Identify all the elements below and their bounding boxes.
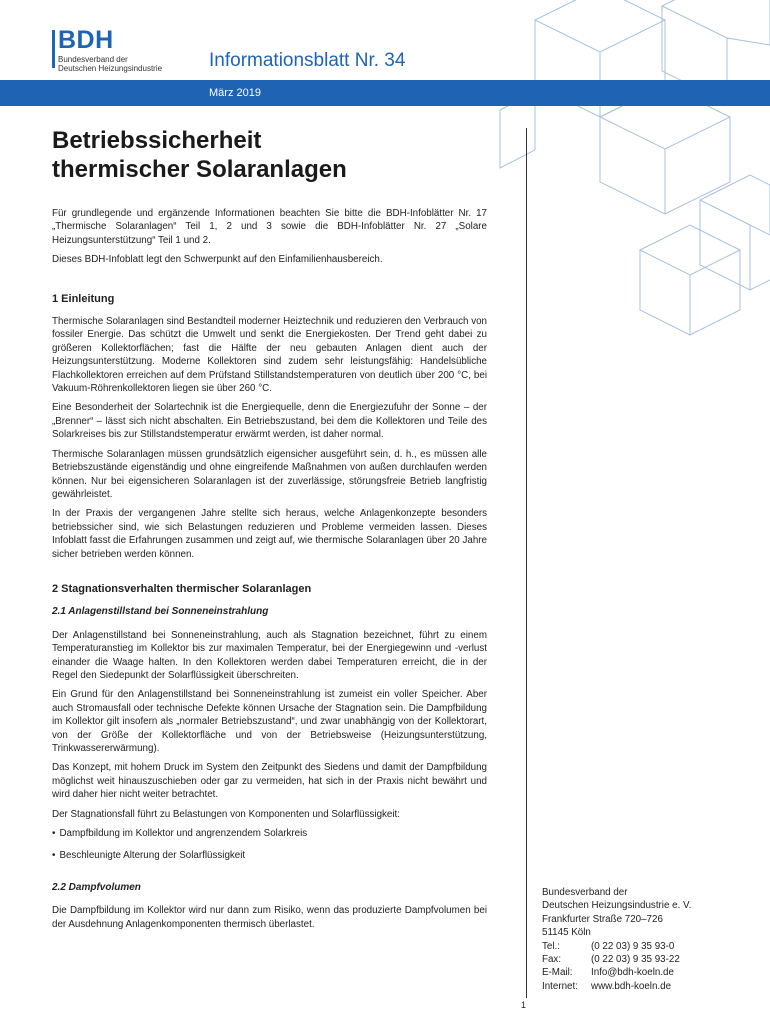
contact-value: Info@bdh-koeln.de	[591, 967, 674, 979]
bullet-icon: •	[52, 828, 56, 840]
section-1-paragraph-2: Eine Besonderheit der Solartechnik ist die Energiequelle, denn die Energiezufuhr der Sonne – der „Brenner“ – lässt sich nicht abschalten. Ein Betriebszustand, bei dem die Kollektoren und Teile des Solarkreises bis zur Stillstandstemperatur erwärmt werden, ist daher normal.	[52, 402, 487, 441]
section-2-paragraph-3: Das Konzept, mit hohem Druck im System den Zeitpunkt des Siedens und damit der Dampfbildung möglichst weit hinauszuschieben oder gar zu vermeiden, hat sich in der Praxis nicht bewährt und wird daher hier nicht weiter betrachtet.	[52, 762, 487, 801]
section-1-paragraph-4: In der Praxis der vergangenen Jahre stellte sich heraus, welche Anlagenkonzepte besonders betriebssicher sind, wie sich Belastungen reduzieren und Probleme vermeiden lassen. Dieses Infoblatt fasst die Erfahrungen zusammen und zeigt auf, wie thermische Solaranlagen über 20 Jahre sicher betrieben werden können.	[52, 508, 487, 560]
contact-label: Fax:	[542, 954, 562, 966]
contact-label: Tel.:	[542, 940, 560, 952]
title-line-2: thermischer Solaranlagen	[52, 156, 347, 183]
subsection-2-1-heading: 2.1 Anlagenstillstand bei Sonneneinstrahlung	[52, 606, 269, 618]
contact-label: Internet:	[542, 980, 578, 992]
contact-value: (0 22 03) 9 35 93-0	[591, 940, 675, 952]
street-address: Frankfurter Straße 720–726	[542, 913, 663, 925]
sidebar-divider	[526, 128, 527, 998]
contact-phone	[542, 940, 691, 953]
title-line-1: Betriebssicherheit	[52, 127, 262, 154]
section-2-paragraph-2: Ein Grund für den Anlagenstillstand bei Sonneneinstrahlung ist zumeist ein voller Speicher. Aber auch Stromausfall oder technische Defekte können Ursache der Stagnation sein. Die Dampfbildung im Kollektor gilt insofern als „normaler Betriebszustand“, und zwar unabhängig von der Kollektorart, von der Größe der Kollektorfläche und von der Betriebsweise (Heizungsunterstützung, Trinkwassererwärmung).	[52, 689, 487, 754]
contact-website	[542, 980, 691, 993]
list-item	[52, 827, 487, 840]
section-2-paragraph-5: Die Dampfbildung im Kollektor wird nur dann zum Risiko, wenn das produzierte Dampfvolumen bei der Ausdehnung Anlagenkomponenten thermisch überlastet.	[52, 905, 487, 930]
city-address: 51145 Köln	[542, 927, 591, 939]
intro-paragraph-1: Für grundlegende und ergänzende Informationen beachten Sie bitte die BDH-Infoblätter Nr. 17 „Thermische Solaranlagen“ Teil 1, 2 und 3 sowie die BDH-Infoblätter Nr. 27 „Solare Heizungsunterstützung“ Teil 1 und 2.	[52, 208, 487, 246]
list-item	[52, 849, 487, 862]
section-1-heading: 1 Einleitung	[52, 292, 115, 305]
logo-wordmark: BDH	[58, 26, 114, 54]
logo-bar	[52, 30, 55, 68]
contact-label: E-Mail:	[542, 967, 573, 979]
contact-fax	[542, 953, 691, 966]
section-1-paragraph-1: Thermische Solaranlagen sind Bestandteil moderner Heiztechnik und reduzieren den Verbrauch von fossiler Energie. Das schützt die Umwelt und senkt die Energiekosten. Der Trend geht dabei zu größeren Kollektorflächen; fast die Hälfte der neu gebauten Anlagen dient auch der Heizungsunterstützung. Moderne Kollektoren sind zudem sehr leistungsfähig: Handelsübliche Flachkollektoren erreichen auf dem Prüfstand Stillstandstemperaturen von deutlich über 200 °C, bei Vakuum-Röhrenkollektoren liegen sie über 260 °C.	[52, 316, 487, 395]
section-2-paragraph-4: Der Stagnationsfall führt zu Belastungen von Komponenten und Solarflüssigkeit:	[52, 808, 401, 820]
page-number: 1	[521, 1000, 527, 1010]
logo-subtitle-line2: Deutschen Heizungsindustrie	[58, 64, 163, 73]
section-2-heading: 2 Stagnationsverhalten thermischer Solaranlagen	[52, 582, 312, 595]
contact-value: (0 22 03) 9 35 93-22	[591, 954, 680, 966]
header-band	[0, 80, 770, 106]
contact-value: www.bdh-koeln.de	[591, 980, 672, 992]
main-content	[52, 207, 487, 937]
org-name-line-2: Deutschen Heizungsindustrie e. V.	[542, 900, 692, 912]
contact-email	[542, 966, 691, 979]
list-item-text: Dampfbildung im Kollektor und angrenzendem Solarkreis	[59, 828, 308, 840]
org-name-line-1: Bundesverband der	[542, 887, 628, 898]
section-2-paragraph-1: Der Anlagenstillstand bei Sonneneinstrahlung, auch als Stagnation bezeichnet, führt zu einem Temperaturanstieg im Kollektor bis zur maximalen Temperatur, bei der Energiegewinn und -verlust einander die Waage halten. In den Kollektoren werden dabei Temperaturen erreicht, die in der Regel den Siedepunkt der Solarflüssigkeit überschreiten.	[52, 629, 487, 681]
issue-date: März 2019	[209, 87, 261, 99]
subsection-2-2-heading: 2.2 Dampfvolumen	[52, 881, 141, 893]
section-1-paragraph-3: Thermische Solaranlagen müssen grundsätzlich eigensicher ausgeführt sein, d. h., es müssen alle Betriebszustände eigenständig und ohne eingreifende Maßnahmen von außen durchlaufen werden können. Nur bei eigensicheren Solaranlagen ist der zuverlässige, störungsfreie Betrieb langfristig gewährleistet.	[52, 448, 487, 500]
list-item-text: Beschleunigte Alterung der Solarflüssigkeit	[59, 850, 246, 862]
logo-subtitle-line1: Bundesverband der	[58, 55, 128, 64]
intro-paragraph-2: Dieses BDH-Infoblatt legt den Schwerpunkt auf den Einfamilienhausbereich.	[52, 254, 383, 266]
bullet-icon: •	[52, 850, 56, 862]
document-title	[52, 126, 512, 184]
info-sheet-title: Informationsblatt Nr. 34	[209, 50, 406, 71]
publisher-address	[542, 886, 691, 993]
